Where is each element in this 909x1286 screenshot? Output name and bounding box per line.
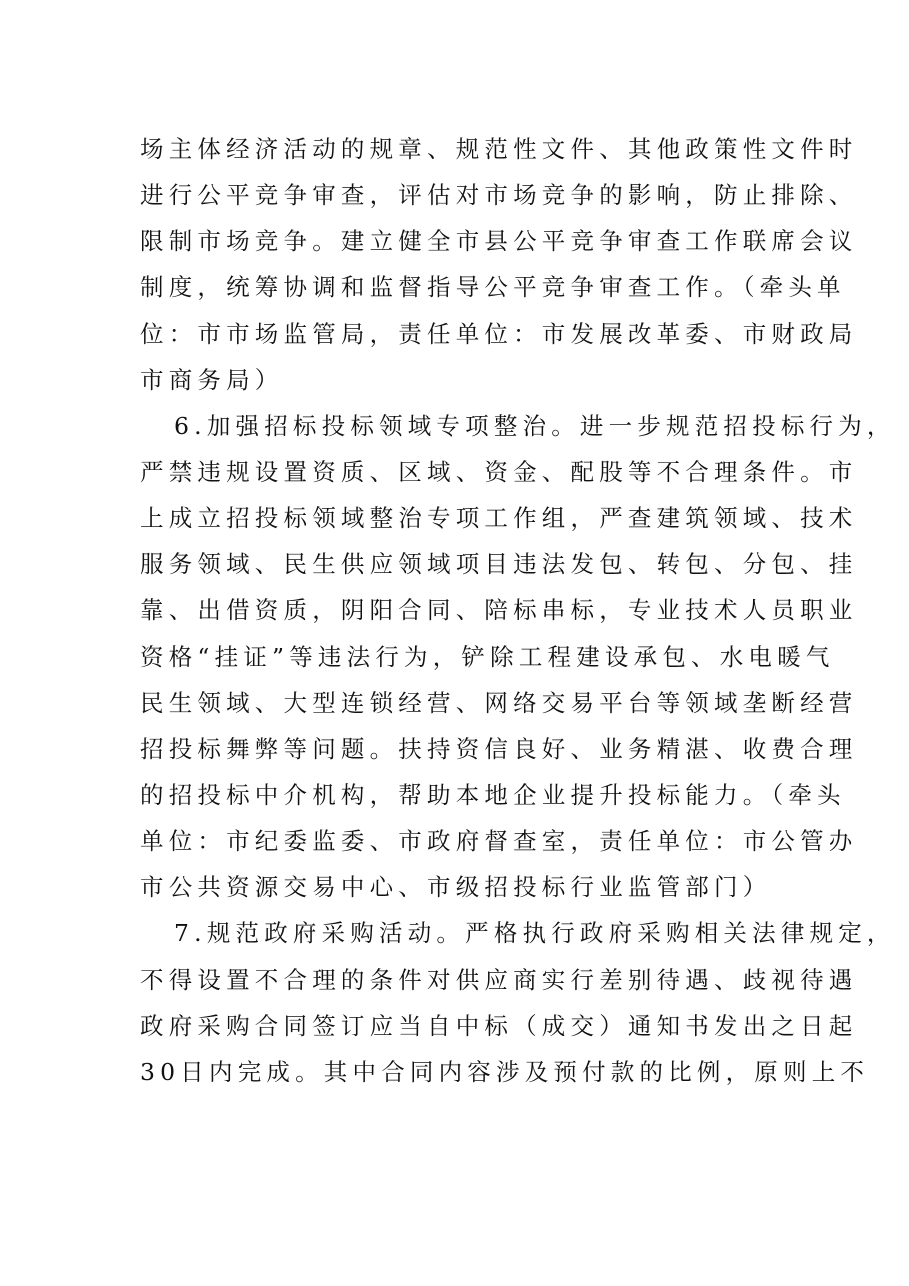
text-line: 单位：市纪委监委、市政府督查室，责任单位：市公管办 bbox=[140, 827, 858, 856]
text-line: 政府采购合同签订应当自中标（成交）通知书发出之日起 bbox=[140, 1011, 858, 1040]
text-line: 的招投标中介机构，帮助本地企业提升投标能力。（牵头 bbox=[140, 780, 846, 809]
section-6-heading-line: 6.加强招标投标领域专项整治。进一步规范招投标行为， bbox=[174, 411, 896, 440]
text-line: 服务领域、民生供应领域项目违法发包、转包、分包、挂 bbox=[140, 550, 858, 579]
text-line: 场主体经济活动的规章、规范性文件、其他政策性文件时 bbox=[140, 135, 858, 163]
text-line: 制度，统筹协调和监督指导公平竞争审查工作。（牵头单 bbox=[140, 273, 846, 302]
text-line: 招投标舞弊等问题。扶持资信良好、业务精湛、收费合理 bbox=[140, 734, 858, 763]
text-line: 靠、出借资质，阴阳合同、陪标串标，专业技术人员职业 bbox=[140, 596, 858, 625]
body-text bbox=[140, 126, 896, 1095]
text-line: 市商务局） bbox=[140, 365, 284, 394]
text-line: 位：市市场监管局，责任单位：市发展改革委、市财政局 bbox=[140, 319, 858, 348]
text-line: 严禁违规设置资质、区域、资金、配股等不合理条件。市 bbox=[140, 457, 858, 486]
text-line: 上成立招投标领域整治专项工作组，严查建筑领域、技术 bbox=[140, 504, 858, 533]
text-line: 进行公平竞争审查，评估对市场竞争的影响，防止排除、 bbox=[140, 181, 858, 210]
text-line: 30日内完成。其中合同内容涉及预付款的比例，原则上不 bbox=[140, 1057, 870, 1086]
text-line: 民生领域、大型连锁经营、网络交易平台等领域垄断经营 bbox=[140, 688, 858, 717]
text-line: 不得设置不合理的条件对供应商实行差别待遇、歧视待遇 bbox=[140, 965, 858, 994]
text-line: 市公共资源交易中心、市级招投标行业监管部门） bbox=[140, 873, 772, 902]
section-7-heading-line: 7.规范政府采购活动。严格执行政府采购相关法律规定， bbox=[174, 919, 896, 948]
text-line: 资格“挂证”等违法行为，铲除工程建设承包、水电暖气 bbox=[140, 642, 835, 671]
text-line: 限制市场竞争。建立健全市县公平竞争审查工作联席会议 bbox=[140, 227, 858, 256]
